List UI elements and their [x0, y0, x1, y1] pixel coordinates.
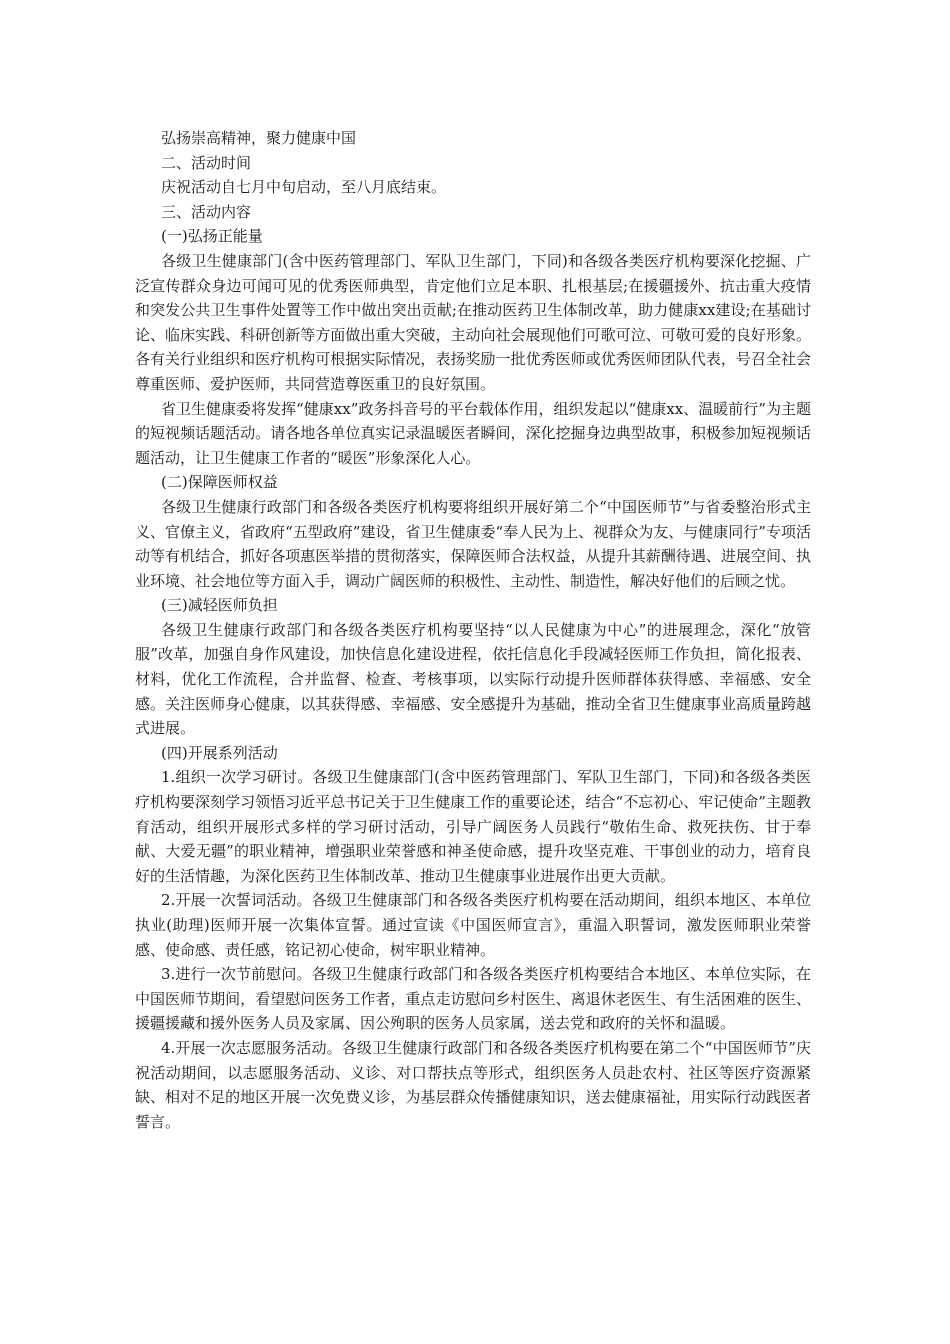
paragraph-protect-rights: 各级卫生健康行政部门和各级各类医疗机构要将组织开展好第二个“中国医师节”与省委整治形式主义、官僚主义，省政府“五型政府”建设，省卫生健康委“奉人民为上、视群众为友、与健康同行”专项活动等有机结合，抓好各项惠医举措的贯彻落实，保障医师合法权益，从提升其薪酬待遇、进展空间、执业环境、社会地位等方面入手，调动广阔医师的积极性、主动性、制造性，解决好他们的后顾之忧。 [135, 497, 811, 590]
subheading-protect-rights: (二)保障医师权益 [161, 473, 278, 492]
list-item-oath-activity: 2.开展一次誓词活动。各级卫生健康部门和各级各类医疗机构要在活动期间，组织本地区、本单位执业(助理)医师开展一次集体宣誓。通过宣读《中国医师宣言》，重温入职誓词，激发医师职业荣誉感、使命感、责任感，铭记初心使命，树牢职业精神。 [135, 891, 811, 959]
subheading-series-activities: (四)开展系列活动 [161, 743, 278, 762]
slogan-line: 弘扬崇高精神，聚力健康中国 [161, 129, 357, 147]
subheading-positive-energy: (一)弘扬正能量 [161, 227, 263, 246]
list-item-holiday-visit: 3.进行一次节前慰问。各级卫生健康行政部门和各级各类医疗机构要结合本地区、本单位实际，在中国医师节期间，看望慰问医务工作者，重点走访慰问乡村医生、离退休老医生、有生活困难的医生、援疆援藏和援外医务人员及家属、因公殉职的医务人员家属，送去党和政府的关怀和温暖。 [135, 965, 811, 1033]
subheading-reduce-burden: (三)减轻医师负担 [161, 596, 278, 615]
paragraph-positive-energy-2: 省卫生健康委将发挥“健康xx”政务抖音号的平台载体作用，组织发起以“健康xx、温暖前行”为主题的短视频话题活动。请各地各单位真实记录温暖医者瞬间，深化挖掘身边典型故事，积极参加短视频话题活动，让卫生健康工作者的“暖医”形象深化人心。 [135, 399, 811, 467]
paragraph-positive-energy-1: 各级卫生健康部门(含中医药管理部门、军队卫生部门，下同)和各级各类医疗机构要深化挖掘、广泛宣传群众身边可闻可见的优秀医师典型，肯定他们立足本职、扎根基层;在援疆援外、抗击重大疫情和突发公共卫生事件处置等工作中做出突出贡献;在推动医药卫生体制改革，助力健康xx建设;在基础讨论、临床实践、科研创新等方面做出重大突破，主动向社会展现他们可歌可泣、可敬可爱的良好形象。各有关行业组织和医疗机构可根据实际情况，表扬奖励一批优秀医师或优秀医师团队代表，号召全社会尊重医师、爱护医师，共同营造尊医重卫的良好氛围。 [135, 251, 811, 393]
activity-time-text: 庆祝活动自七月中旬启动，至八月底结束。 [161, 178, 447, 197]
list-item-study-seminar: 1.组织一次学习研讨。各级卫生健康部门(含中医药管理部门、军队卫生部门，下同)和各级各类医疗机构要深刻学习领悟习近平总书记关于卫生健康工作的重要论述，结合“不忘初心、牢记使命”主题教育活动，组织开展形式多样的学习研讨活动，引导广阔医务人员践行“敬佑生命、救死扶伤、甘于奉献、大爱无疆”的职业精神，增强职业荣誉感和神圣使命感，提升攻坚克难、干事创业的动力，培育良好的生活情趣，为深化医药卫生体制改革、推动卫生健康事业进展作出更大贡献。 [135, 768, 811, 885]
paragraph-reduce-burden: 各级卫生健康行政部门和各级各类医疗机构要坚持“以人民健康为中心”的进展理念，深化“放管服”改革，加强自身作风建设，加快信息化建设进程，依托信息化手段减轻医师工作负担，简化报表、材料，优化工作流程，合并监督、检查、考核事项，以实际行动提升医师群体获得感、幸福感、安全感。关注医师身心健康，以其获得感、幸福感、安全感提升为基础，推动全省卫生健康事业高质量跨越式进展。 [135, 620, 811, 738]
document-body [135, 126, 811, 1134]
section-heading-activity-time: 二、活动时间 [161, 153, 252, 172]
section-heading-activity-content: 三、活动内容 [161, 202, 252, 221]
list-item-volunteer-service: 4.开展一次志愿服务活动。各级卫生健康行政部门和各级各类医疗机构要在第二个“中国医师节”庆祝活动期间，以志愿服务活动、义诊、对口帮扶点等形式，组织医务人员赴农村、社区等医疗资源紧缺、相对不足的地区开展一次免费义诊，为基层群众传播健康知识，送去健康福祉，用实际行动践医者誓言。 [135, 1038, 811, 1131]
